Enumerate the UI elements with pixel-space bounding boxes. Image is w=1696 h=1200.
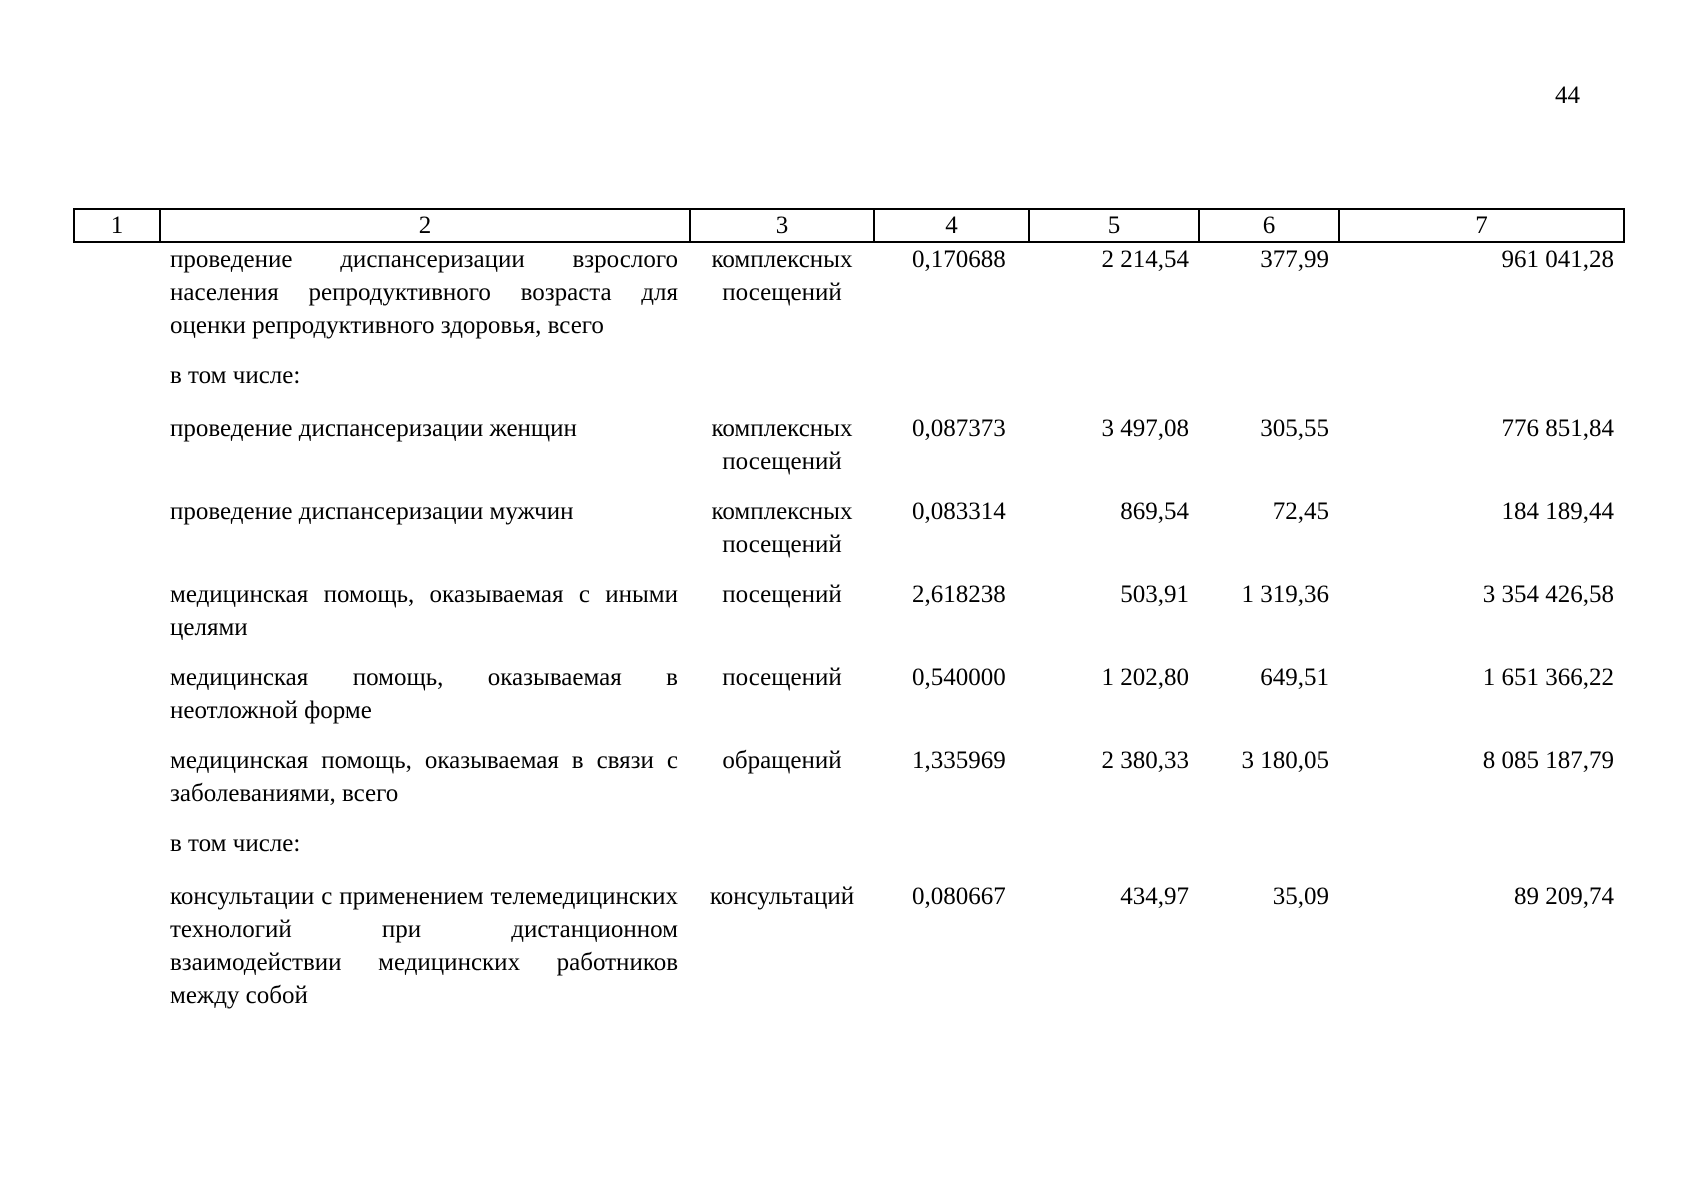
subheading-label: в том числе:: [170, 362, 301, 389]
row-value-col7: 961 041,28: [1501, 246, 1614, 273]
table-row: [74, 661, 1624, 744]
row-value-col5: 2 214,54: [1101, 246, 1189, 273]
row-value-col5: 1 202,80: [1101, 664, 1189, 691]
row-value-col5: 3 497,08: [1101, 415, 1189, 442]
row-unit: комплексных посещений: [711, 246, 853, 306]
row-description: проведение диспансеризации взрослого населения репродуктивного возраста для оценки репродуктивного здоровья, всего: [170, 246, 678, 339]
row-value-col6: 649,51: [1260, 664, 1329, 691]
row-unit: комплексных посещений: [711, 498, 853, 558]
row-value-col4: 1,335969: [912, 747, 1006, 774]
column-header-2: 2: [160, 209, 690, 242]
subheading-row: [74, 359, 1624, 412]
table-row: [74, 880, 1624, 1029]
row-value-col6: 1 319,36: [1241, 581, 1329, 608]
row-value-col6: 377,99: [1260, 246, 1329, 273]
row-value-col7: 184 189,44: [1501, 498, 1614, 525]
row-value-col6: 3 180,05: [1241, 747, 1329, 774]
row-value-col7: 1 651 366,22: [1482, 664, 1614, 691]
column-header-7: 7: [1339, 209, 1624, 242]
column-header-6: 6: [1199, 209, 1339, 242]
row-value-col6: 305,55: [1260, 415, 1329, 442]
subheading-row: [74, 827, 1624, 880]
row-value-col7: 89 209,74: [1514, 883, 1614, 910]
row-value-col7: 8 085 187,79: [1482, 747, 1614, 774]
row-value-col4: 0,087373: [912, 415, 1006, 442]
row-unit: комплексных посещений: [711, 415, 853, 475]
row-value-col7: 3 354 426,58: [1482, 581, 1614, 608]
table-row: [74, 412, 1624, 495]
row-value-col5: 869,54: [1120, 498, 1189, 525]
column-header-5: 5: [1029, 209, 1199, 242]
row-value-col4: 2,618238: [912, 581, 1006, 608]
row-unit: консультаций: [709, 883, 855, 910]
row-description: медицинская помощь, оказываемая в неотложной форме: [170, 664, 678, 724]
table-row: [74, 242, 1624, 359]
row-value-col5: 2 380,33: [1101, 747, 1189, 774]
row-description: медицинская помощь, оказываемая в связи с заболеваниями, всего: [170, 747, 678, 807]
row-value-col5: 434,97: [1120, 883, 1189, 910]
table-row: [74, 744, 1624, 827]
column-header-4: 4: [874, 209, 1029, 242]
row-description: медицинская помощь, оказываемая с иными целями: [170, 581, 678, 641]
header-row: [74, 209, 1624, 242]
row-unit: посещений: [722, 664, 842, 691]
row-value-col5: 503,91: [1120, 581, 1189, 608]
table-row: [74, 578, 1624, 661]
row-unit: обращений: [722, 747, 842, 774]
row-value-col4: 0,080667: [912, 883, 1006, 910]
row-description: проведение диспансеризации мужчин: [170, 498, 574, 525]
table-row: [74, 495, 1624, 578]
page-number: 44: [1555, 82, 1580, 109]
row-value-col6: 72,45: [1272, 498, 1329, 525]
row-value-col4: 0,170688: [912, 246, 1006, 273]
row-value-col7: 776 851,84: [1501, 415, 1614, 442]
row-description: консультации с применением телемедицинских технологий при дистанционном взаимодействии медицинских работников между собой: [170, 883, 678, 1009]
data-table: [73, 208, 1625, 1029]
row-value-col4: 0,540000: [912, 664, 1006, 691]
subheading-label: в том числе:: [170, 830, 301, 857]
row-unit: посещений: [722, 581, 842, 608]
row-value-col6: 35,09: [1272, 883, 1329, 910]
column-header-3: 3: [690, 209, 874, 242]
row-value-col4: 0,083314: [912, 498, 1006, 525]
row-description: проведение диспансеризации женщин: [170, 415, 577, 442]
column-header-1: 1: [74, 209, 160, 242]
